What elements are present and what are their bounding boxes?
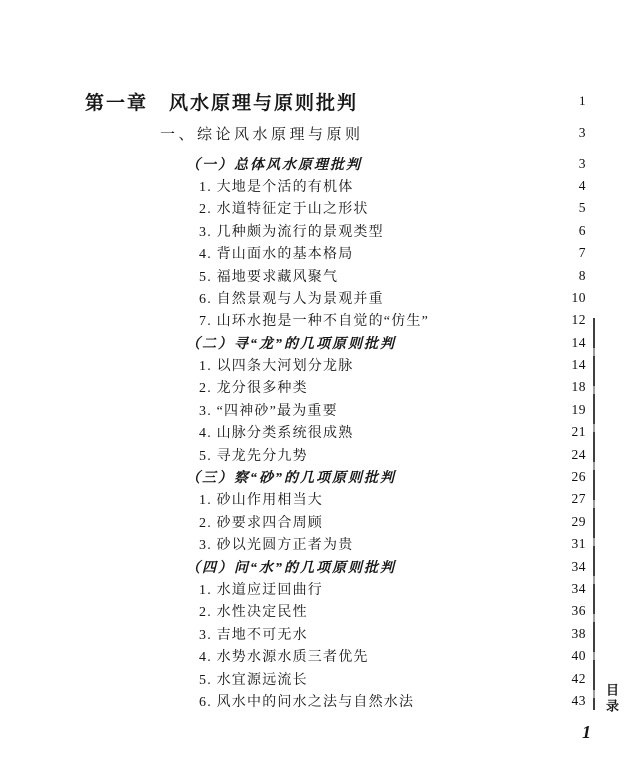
toc-entry-label: 4. 背山面水的基本格局	[199, 247, 354, 263]
toc-entry-page: 10	[571, 289, 586, 305]
toc-entry-label: 1. 以四条大河划分龙脉	[199, 359, 354, 375]
toc-entry-page: 1	[579, 93, 586, 108]
toc-entry-page: 40	[571, 648, 586, 664]
toc-entry-label: 5. 寻龙先分九势	[199, 448, 308, 464]
toc-list	[85, 86, 586, 712]
toc-entry-page: 34	[571, 581, 586, 596]
toc-entry-label: 2. 水性决定民性	[199, 605, 308, 621]
toc-entry-label: 1. 大地是个活的有机体	[199, 179, 354, 195]
toc-entry-label: 5. 福地要求藏风聚气	[199, 269, 339, 285]
toc-entry	[85, 600, 586, 622]
toc-entry-page: 6	[578, 222, 586, 238]
toc-entry	[85, 399, 586, 421]
toc-entry	[85, 623, 586, 645]
toc-entry	[85, 376, 586, 398]
toc-entry	[85, 354, 586, 376]
toc-entry-label: （四）问“水”的几项原则批判	[186, 560, 396, 576]
toc-entry-page: 4	[578, 177, 586, 193]
toc-entry-page: 38	[571, 625, 586, 641]
toc-entry-label: 2. 龙分很多种类	[199, 381, 308, 397]
toc-entry	[85, 555, 586, 577]
toc-entry-page: 12	[571, 312, 586, 328]
scan-artifact-line	[593, 318, 595, 710]
toc-entry-label: 6. 自然景观与人为景观并重	[199, 291, 384, 307]
toc-entry-page: 27	[571, 491, 586, 507]
toc-entry	[85, 488, 586, 510]
toc-entry-label: 5. 水宜源远流长	[199, 672, 308, 688]
toc-entry	[85, 645, 586, 667]
toc-entry	[85, 511, 586, 533]
toc-entry-page: 29	[571, 513, 586, 529]
toc-entry-label: （三）察“砂”的几项原则批判	[186, 471, 396, 487]
toc-entry-label: 3. 几种颇为流行的景观类型	[199, 224, 384, 240]
toc-entry-label: 3. 砂以光圆方正者为贵	[199, 538, 354, 554]
toc-entry-page: 36	[571, 603, 586, 619]
page-folio: 1	[582, 722, 591, 742]
toc-entry-page: 14	[571, 357, 586, 373]
toc-entry	[85, 175, 586, 197]
toc-entry	[85, 443, 586, 465]
toc-entry-page: 14	[571, 334, 586, 350]
toc-entry	[85, 533, 586, 555]
toc-entry-label: 2. 砂要求四合周顾	[199, 515, 323, 531]
toc-entry	[85, 332, 586, 354]
toc-entry-label: （二）寻“龙”的几项原则批判	[186, 336, 396, 352]
toc-entry-page: 24	[571, 446, 586, 462]
toc-entry	[85, 152, 586, 174]
toc-entry-page: 8	[578, 267, 586, 283]
toc-entry-label: 一、综论风水原理与原则	[160, 126, 364, 143]
margin-toc-label: 目录	[604, 683, 619, 715]
toc-entry	[85, 264, 586, 286]
toc-entry-page: 26	[571, 469, 586, 485]
toc-entry-page: 34	[571, 558, 586, 574]
toc-entry	[85, 690, 586, 712]
toc-entry-label: 4. 水势水源水质三者优先	[199, 650, 369, 666]
toc-entry-page: 42	[571, 670, 586, 686]
toc-entry-page: 5	[578, 200, 586, 216]
toc-entry-label: 6. 风水中的问水之法与自然水法	[199, 694, 415, 710]
toc-entry-page: 19	[571, 401, 586, 417]
toc-entry-label: 3. 吉地不可无水	[199, 627, 308, 643]
toc-entry	[85, 578, 586, 600]
toc-entry	[85, 197, 586, 219]
toc-entry-page: 21	[571, 424, 586, 440]
toc-entry	[85, 466, 586, 488]
toc-entry-page: 18	[571, 379, 586, 395]
toc-entry	[85, 309, 586, 331]
toc-entry-page: 43	[571, 692, 586, 708]
toc-entry	[85, 667, 586, 689]
toc-entry	[85, 220, 586, 242]
toc-entry-label: 7. 山环水抱是一种不自觉的“仿生”	[199, 314, 430, 330]
toc-entry-label: 1. 水道应迂回曲行	[199, 583, 323, 598]
toc-entry	[85, 242, 586, 264]
toc-entry-page: 3	[578, 155, 586, 171]
toc-entry-page: 3	[578, 125, 586, 141]
toc-entry-page: 31	[571, 536, 586, 552]
toc-entry	[85, 122, 586, 144]
toc-entry-page: 7	[578, 245, 586, 261]
toc-entry-label: 第一章 风水原理与原则批判	[85, 92, 359, 114]
toc-entry	[85, 287, 586, 309]
toc-entry-label: （一）总体风水原理批判	[186, 157, 362, 173]
toc-entry-label: 3. “四神砂”最为重要	[199, 403, 338, 419]
toc-entry-label: 4. 山脉分类系统很成熟	[199, 426, 354, 442]
toc-entry-label: 2. 水道特征定于山之形状	[199, 202, 369, 218]
toc-entry	[85, 86, 586, 116]
toc-entry	[85, 421, 586, 443]
toc-entry-label: 1. 砂山作用相当大	[199, 493, 323, 509]
